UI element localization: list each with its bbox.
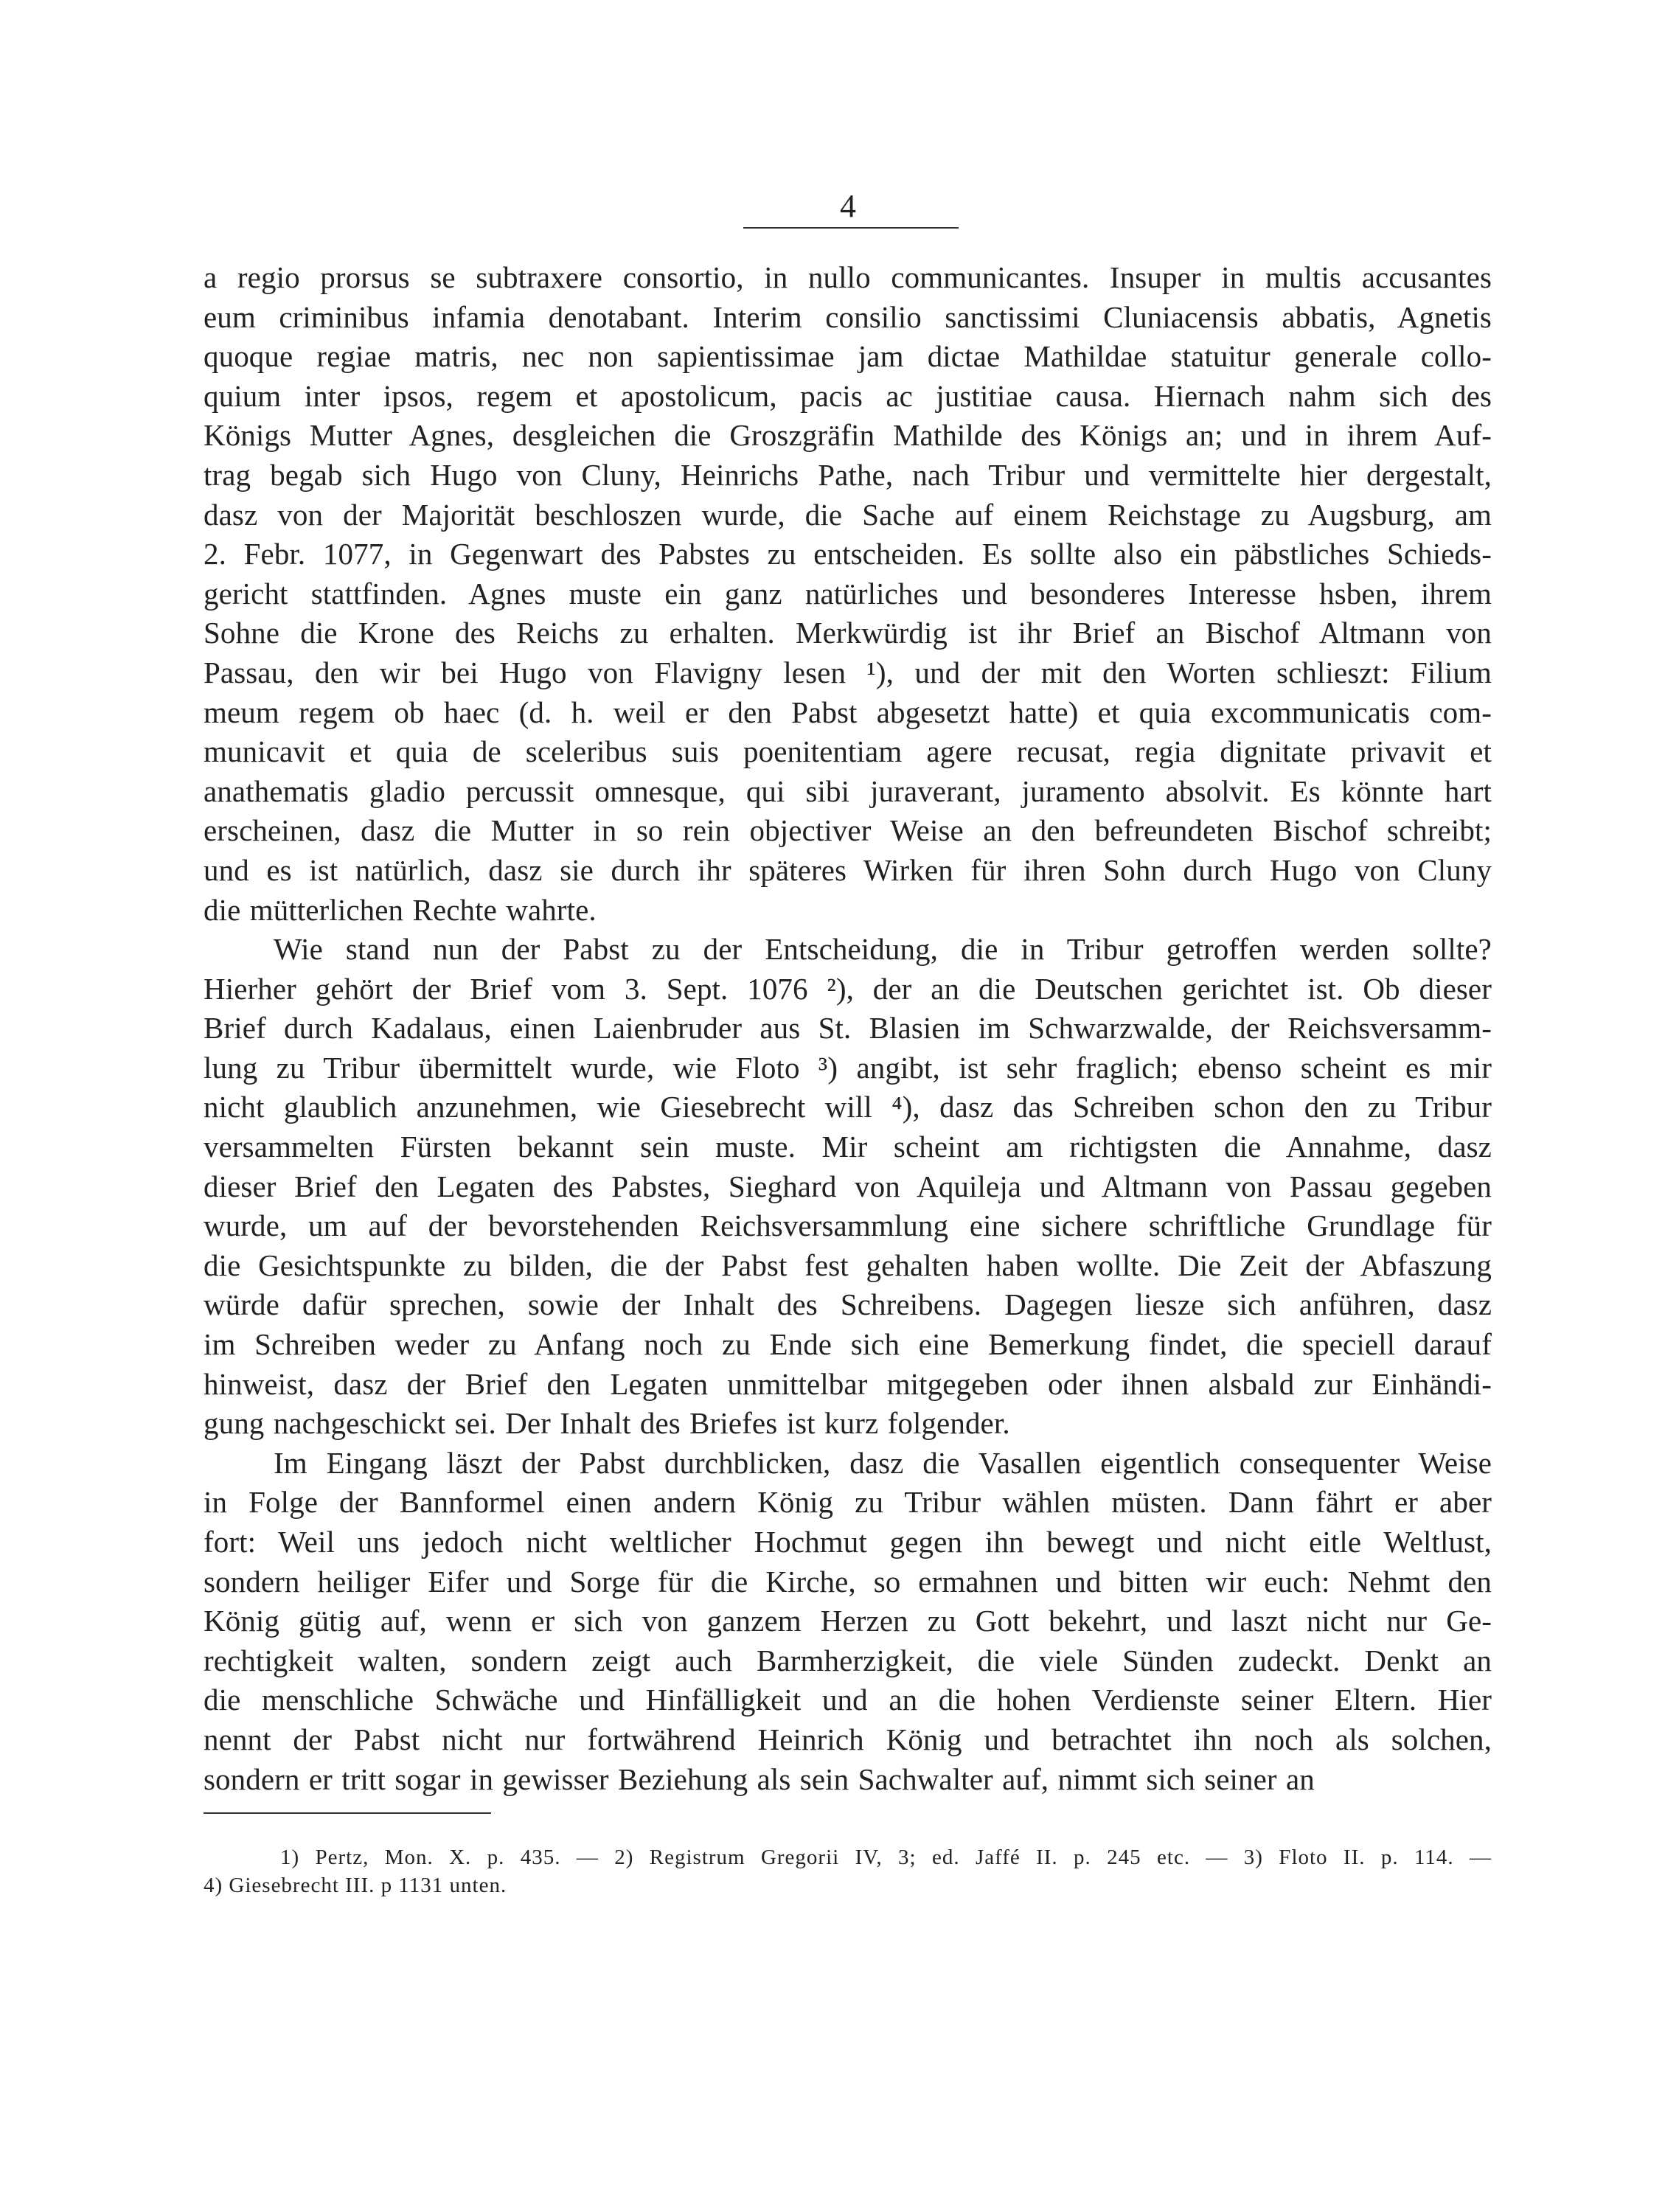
text-line: rechtigkeit walten, sondern zeigt auch Barmherzigkeit, die viele Sünden zudeckt. Denkt an (204, 1643, 1492, 1677)
text-line: Sohne die Krone des Reichs zu erhalten. Merkwürdig ist ihr Brief an Bischof Altmann von (204, 616, 1492, 650)
page-number-rule (743, 227, 959, 229)
text-line: Königs Mutter Agnes, desgleichen die Groszgräfin Mathilde des Königs an; und in ihrem Auf- (204, 418, 1492, 453)
text-line: 2. Febr. 1077, in Gegenwart des Pabstes zu entscheiden. Es sollte also ein päbstliches Schieds- (204, 537, 1492, 571)
text-line: sondern heiliger Eifer und Sorge für die Kirche, so ermahnen und bitten wir euch: Nehmt den (204, 1564, 1492, 1599)
text-line: die mütterlichen Rechte wahrte. (204, 892, 597, 927)
text-line: fort: Weil uns jedoch nicht weltlicher Hochmut gegen ihn bewegt und nicht eitle Weltlust, (204, 1525, 1492, 1559)
body-text (204, 258, 1492, 1799)
text-line: erscheinen, dasz die Mutter in so rein objectiver Weise an den befreundeten Bischof schreibt; (204, 813, 1492, 848)
text-line: Brief durch Kadalaus, einen Laienbruder aus St. Blasien im Schwarzwalde, der Reichsversamm- (204, 1011, 1492, 1046)
text-line: dieser Brief den Legaten des Pabstes, Sieghard von Aquileja und Altmann von Passau gegeben (204, 1169, 1492, 1203)
text-line: eum criminibus infamia denotabant. Interim consilio sanctissimi Cluniacensis abbatis, Agnetis (204, 299, 1492, 334)
text-line: Passau, den wir bei Hugo von Flavigny lesen ¹), und der mit den Worten schlieszt: Filium (204, 655, 1492, 689)
footnote-line: 1) Pertz, Mon. X. p. 435. — 2) Registrum Gregorii IV, 3; ed. Jaffé II. p. 245 etc. — 3) Floto II. p. 114. — (280, 1846, 1492, 1869)
footnotes (204, 1843, 1492, 1899)
text-line: würde dafür sprechen, sowie der Inhalt des Schreibens. Dagegen liesze sich anführen, dasz (204, 1287, 1492, 1322)
footnote-line: 4) Giesebrecht III. p 1131 unten. (204, 1874, 507, 1897)
text-line: anathematis gladio percussit omnesque, qui sibi juraverant, juramento absolvit. Es könnte hart (204, 773, 1492, 808)
text-line: trag begab sich Hugo von Cluny, Heinrichs Pathe, nach Tribur und vermittelte hier dergestalt, (204, 457, 1492, 492)
text-line: König gütig auf, wenn er sich von ganzem Herzen zu Gott bekehrt, und laszt nicht nur Ge- (204, 1604, 1492, 1638)
text-line: meum regem ob haec (d. h. weil er den Pabst abgesetzt hatte) et quia excommunicatis com- (204, 695, 1492, 729)
text-line: die menschliche Schwäche und Hinfälligkeit und an die hohen Verdienste seiner Eltern. Hier (204, 1683, 1492, 1717)
text-line: quium inter ipsos, regem et apostolicum, pacis ac justitiae causa. Hiernach nahm sich des (204, 378, 1492, 413)
text-line: in Folge der Bannformel einen andern König zu Tribur wählen müsten. Dann fährt er aber (204, 1485, 1492, 1520)
text-line: versammelten Fürsten bekannt sein muste. Mir scheint am richtigsten die Annahme, dasz (204, 1130, 1492, 1164)
paragraph-3 (204, 1444, 1492, 1799)
text-line: Hierher gehört der Brief vom 3. Sept. 1076 ²), der an die Deutschen gerichtet ist. Ob dieser (204, 971, 1492, 1006)
paragraph-1 (204, 258, 1492, 930)
text-line: Wie stand nun der Pabst zu der Entscheidung, die in Tribur getroffen werden sollte? (274, 932, 1492, 967)
paragraph-2 (204, 930, 1492, 1444)
text-line: gericht stattfinden. Agnes muste ein ganz natürliches und besonderes Interesse hsben, ihrem (204, 576, 1492, 611)
text-line: quoque regiae matris, nec non sapientissimae jam dictae Mathildae statuitur generale collo- (204, 339, 1492, 374)
text-line: im Schreiben weder zu Anfang noch zu Ende sich eine Bemerkung findet, die speciell darauf (204, 1327, 1492, 1362)
text-line: hinweist, dasz der Brief den Legaten unmittelbar mitgegeben oder ihnen alsbald zur Einhändi- (204, 1366, 1492, 1401)
text-line: municavit et quia de sceleribus suis poenitentiam agere recusat, regia dignitate privavit et (204, 734, 1492, 769)
text-line: wurde, um auf der bevorstehenden Reichsversammlung eine sichere schriftliche Grundlage für (204, 1208, 1492, 1243)
text-line: gung nachgeschickt sei. Der Inhalt des Briefes ist kurz folgender. (204, 1406, 1010, 1441)
text-line: nicht glaublich anzunehmen, wie Giesebrecht will ⁴), dasz das Schreiben schon den zu Tribur (204, 1090, 1492, 1124)
text-line: a regio prorsus se subtraxere consortio, in nullo communicantes. Insuper in multis accusantes (204, 260, 1492, 294)
page-number: 4 (840, 188, 856, 224)
text-line: Im Eingang läszt der Pabst durchblicken, dasz die Vasallen eigentlich consequenter Weise (274, 1445, 1492, 1480)
footnote-rule (204, 1812, 491, 1814)
text-line: die Gesichtspunkte zu bilden, die der Pabst fest gehalten haben wollte. Die Zeit der Abfaszung (204, 1248, 1492, 1282)
text-line: sondern er tritt sogar in gewisser Beziehung als sein Sachwalter auf, nimmt sich seiner an (204, 1761, 1315, 1796)
text-line: dasz von der Majorität beschloszen wurde, die Sache auf einem Reichstage zu Augsburg, am (204, 497, 1492, 532)
text-line: lung zu Tribur übermittelt wurde, wie Floto ³) angibt, ist sehr fraglich; ebenso scheint es mir (204, 1050, 1492, 1085)
text-line: und es ist natürlich, dasz sie durch ihr späteres Wirken für ihren Sohn durch Hugo von Cluny (204, 852, 1492, 887)
text-line: nennt der Pabst nicht nur fortwährend Heinrich König und betrachtet ihn noch als solchen, (204, 1722, 1492, 1756)
